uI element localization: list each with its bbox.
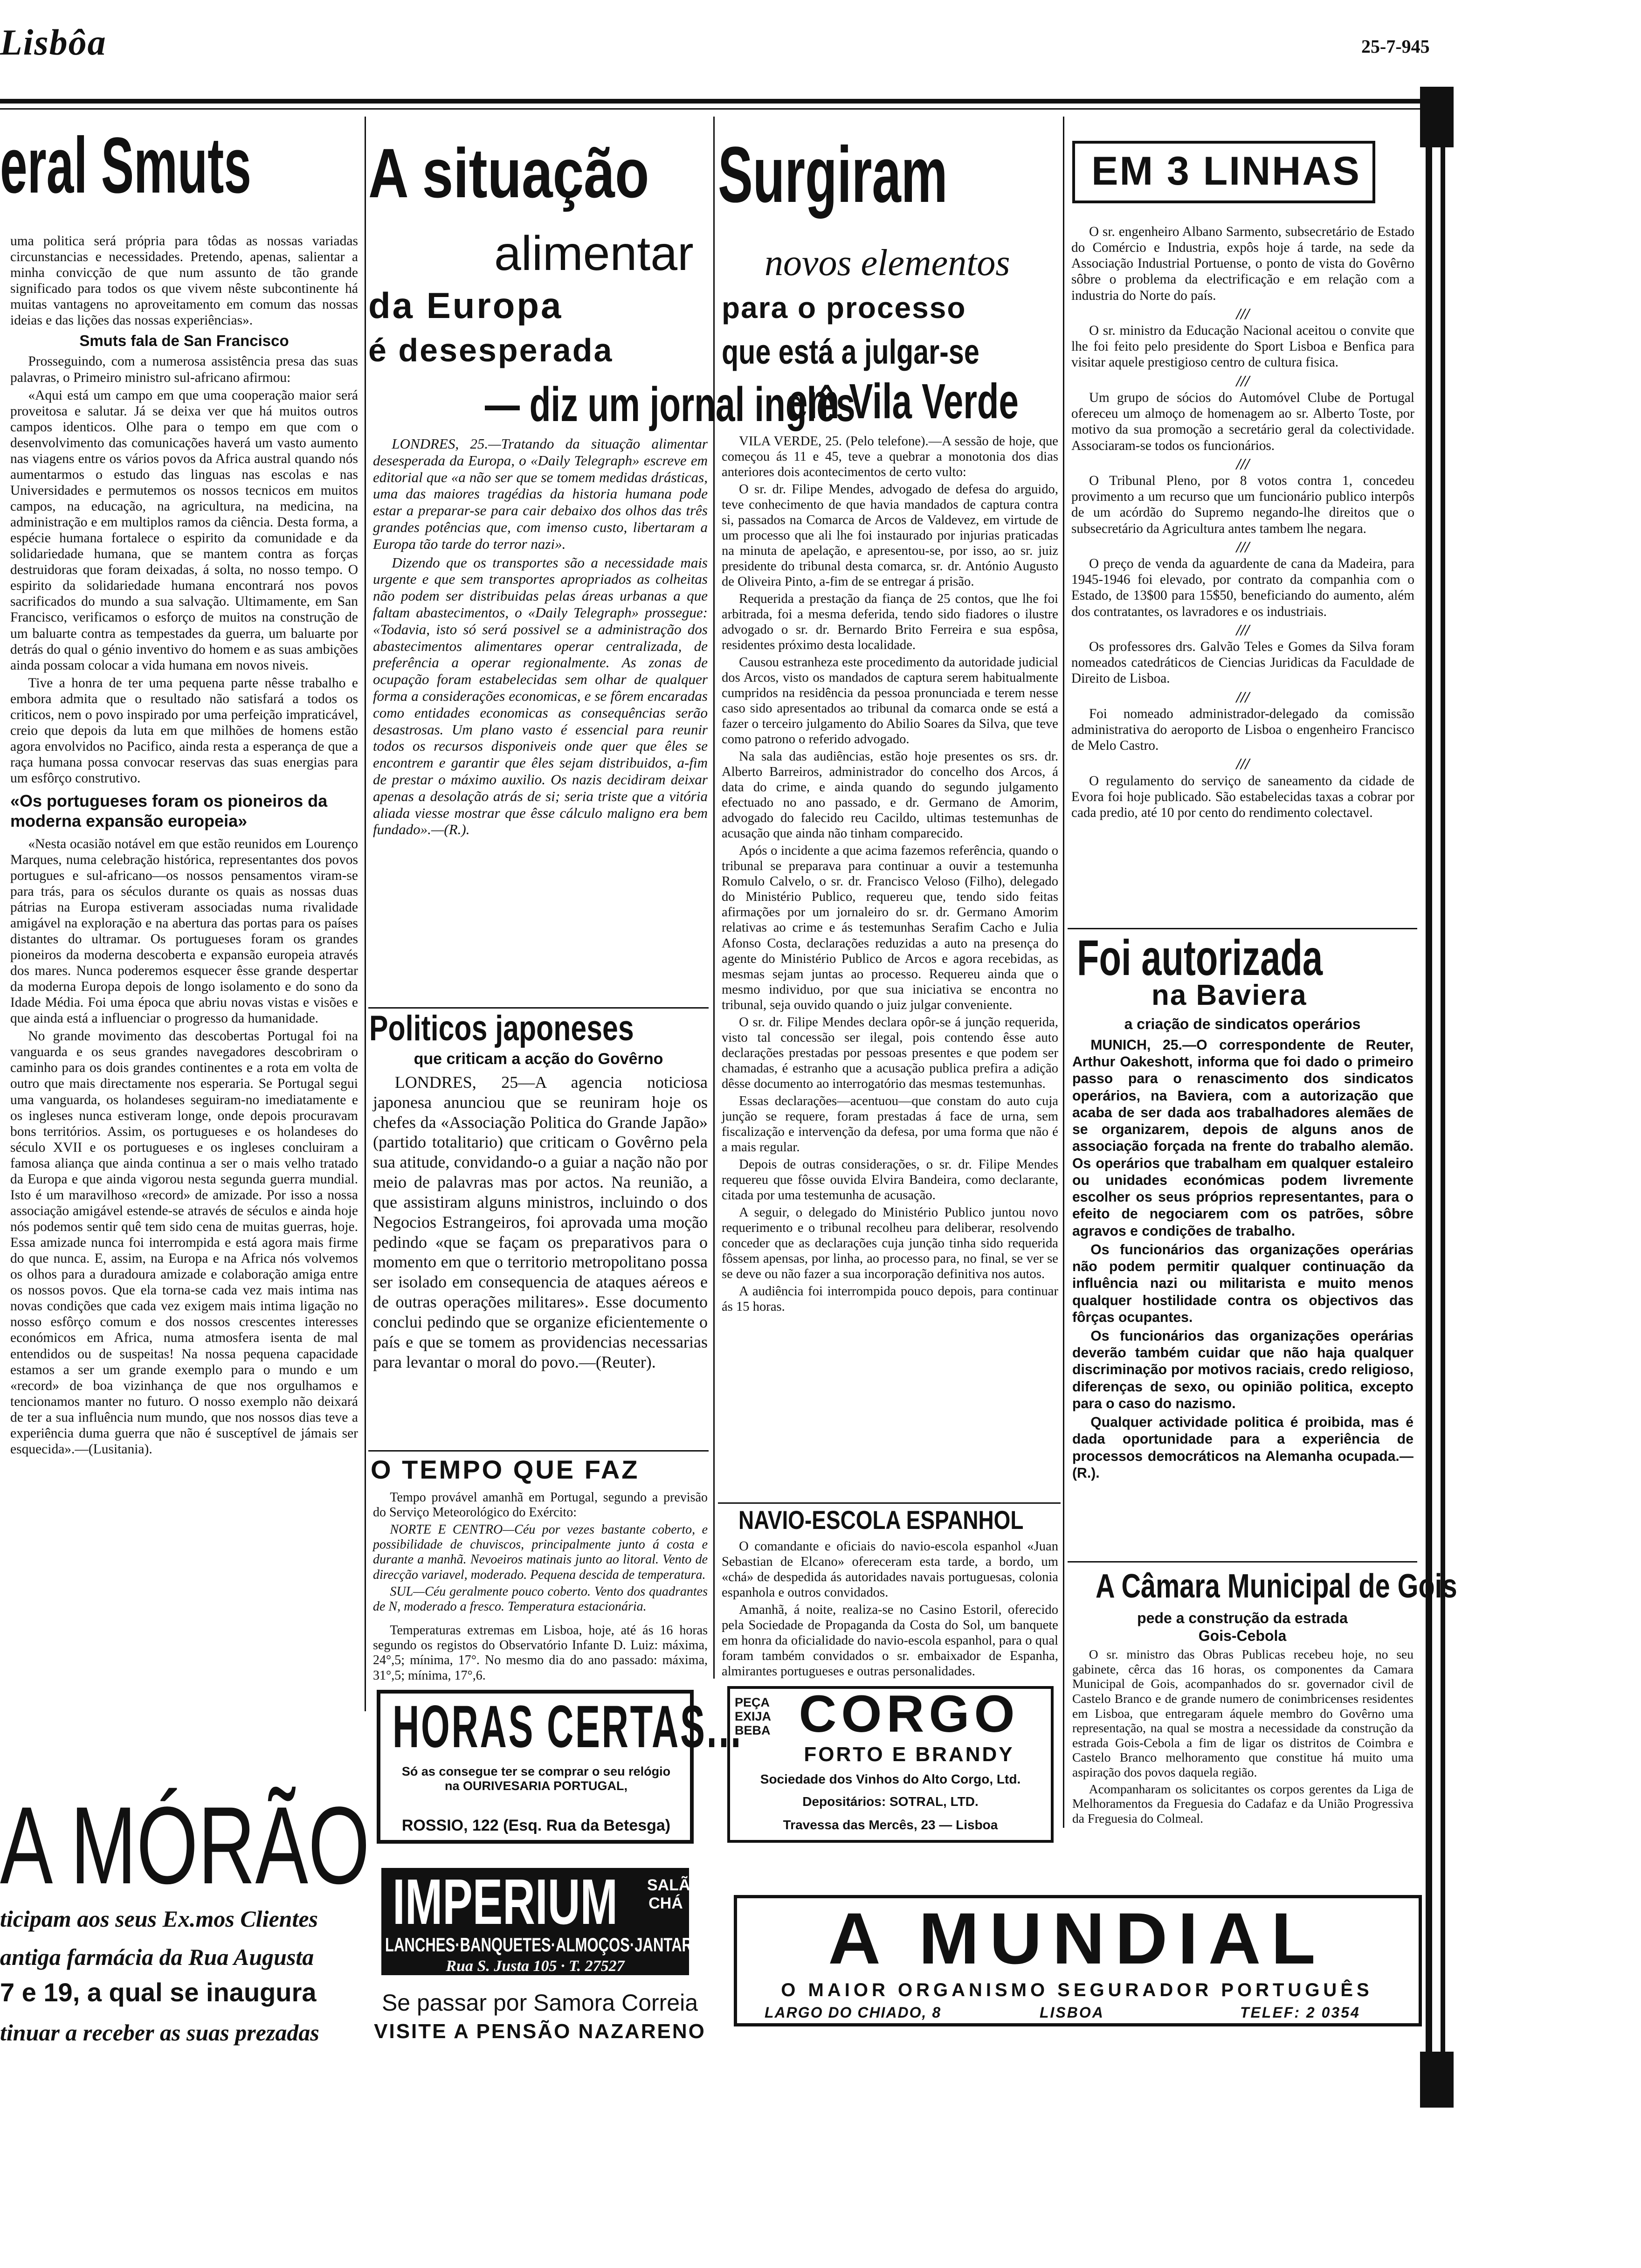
headline-tempo: O TEMPO QUE FAZ [371, 1455, 640, 1484]
headline-smuts: eral Smuts [0, 121, 251, 210]
separator: /// [1236, 538, 1250, 556]
paragraph: uma politica será própria para tôdas as nossas variadas circunstancias e necessidades. Pretendo, apenas, salientar a minha convicção de que num assunto de tão grande significado para todos os que vivem nêste subcontinente há muitas vantagens no aproveitamento em comum das nossas ideias e das lições das nossas experiências». [10, 234, 358, 328]
headline-situacao: A situação [368, 134, 649, 212]
headline-navio: NAVIO-ESCOLA ESPANHOL [738, 1505, 1024, 1535]
paragraph: SUL—Céu geralmente pouco coberto. Vento dos quadrantes de N, moderado a fresco. Temperatura estacionária. [373, 1584, 708, 1614]
column-rule [713, 117, 715, 1679]
ad-corgo-side-3: BEBA [735, 1723, 771, 1737]
brief-item: Um grupo de sócios do Automóvel Clube de Portugal ofereceu um almoço de homenagem ao sr. Alberto Toste, por motivo da sua promoção a secretário geral da colectividade. Associaram-se todos os funcionários. [1071, 390, 1414, 453]
paragraph: Requerida a prestação da fiança de 25 contos, que lhe foi arbitrada, foi a mesma deferida, tendo sido fiadores o ilustre advogado o sr. dr. Bernardo Brito Ferreira e sua espôsa, residentes próximo desta localidade. [722, 592, 1058, 653]
col4-briefs [1071, 224, 1414, 823]
ad-mundial-address: LARGO DO CHIADO, 8 [765, 2004, 942, 2021]
headline-politicos-japoneses: Politicos japoneses [369, 1009, 634, 1048]
paragraph: LONDRES, 25—A agencia noticiosa japonesa anunciou que se reuniram hoje os chefes da «Associação Politica do Grande Japão» (partido totalitario) que criticam o Govêrno pela sua atitude, convidando-o a guiar a nação não por meio de palavras mas por actos. Na reunião, a que assistiram alguns ministros, incluindo o dos Negocios Estrangeiros, foi aprovada uma moção pedindo «que se façam os preparativos para o momento em que o territorio metropolitano possa ser isolado em consequencia de ataques aéreos e de outras operações militares». Esse documento conclui pedindo que se organize eficientemente o país e que se tomem as providencias necessarias para levantar o moral do povo.—(Reuter). [373, 1073, 708, 1371]
separator: /// [1236, 688, 1250, 706]
headline-vila-verde: em Vila Verde [788, 374, 1019, 429]
weather-article [373, 1490, 708, 1685]
header-rule [0, 99, 1422, 104]
paragraph: NORTE E CENTRO—Céu por vezes bastante coberto, e possibilidade de chuviscos, principalmente junto á costa e durante a manhã. Nevoeiros matinais junto ao litoral. Vento de direcção variavel, moderado. Pequena descida de temperatura. [373, 1522, 708, 1582]
masthead: Lisbôa [0, 22, 107, 62]
navio-article [722, 1539, 1058, 1681]
brief-item: Os professores drs. Galvão Teles e Gomes da Silva foram nomeados catedráticos de Ciencias Juridicas da Faculdade de Direito de Lisboa. [1071, 639, 1414, 686]
ad-corgo-name: CORGO [799, 1685, 1020, 1743]
brief-item: Foi nomeado administrador-delegado da comissão administrativa do aeroporto de Lisboa o engenheiro Francisco de Melo Castro. [1071, 706, 1414, 754]
separator: /// [1236, 755, 1250, 773]
margin-block [1420, 87, 1454, 147]
japan-article [373, 1072, 708, 1374]
ad-corgo-side-1: PEÇA [735, 1695, 770, 1709]
ad-corgo-address: Travessa das Mercês, 23 — Lisboa [783, 1818, 998, 1832]
paragraph: «Aqui está um campo em que uma cooperação maior será proveitosa e salutar. Já se deixa ver que há muitos outros campos identicos. Olhe para o tempo em que com o desenvolvimento das comunicações haverá um vasto aumento nas viagens entre os vários povos da Africa austral quando nós aumentarmos o estudo das linguas nas escolas e nas Universidades e permutemos os nossos tecnicos em muitos campos, na educação, na agricultura, na medicina, na administração e em multiplos ramos da ciência. Desta forma, a espécie humana fortalece o espirito da comunidade e da solidariedade humana, que se mantem contra as forças destruidoras que foram deixadas, á solta, no nosso tempo. O espirito da solidariedade humana encontrará nos povos sacrificados do mundo a sua salvação. Ultimamente, em San Francisco, verificamos o esforço de muitos na construção de um baluarte contra as tempestades da guerra, um baluarte por detrás do qual o génio inventivo do homem e as suas ambições ainda possam colocar a vida humana em novos niveis. [10, 387, 358, 673]
paragraph: Os funcionários das organizações operárias deverão também cuidar que não haja qualquer discriminação por motivos raciais, credo religioso, diferenças de sexo, ou opinião politica, excepto para o caso do nazismo. [1072, 1328, 1413, 1411]
margin-line [1441, 147, 1445, 2106]
headline-surgiram: Surgiram [718, 131, 948, 219]
paragraph: O sr. ministro das Obras Publicas recebeu hoje, no seu gabinete, cêrca das 16 horas, os componentes da Camara Municipal de Gois, acompanhados do sr. governador civil de Castelo Branco e de grande numero de conimbricenses residentes em Lisboa, que entregaram áquele membro do Govêrno uma representação, na qual se mostra a necessidade da construção da estrada Gois-Cebola a fim de ligar os distritos de Coimbra e Castelo Branco melhoramento que constitue há muito uma aspiração dos povos daquela região. [1072, 1647, 1413, 1779]
section-rule [368, 1450, 709, 1452]
ad-horas-line1: Só as consegue ter se comprar o seu relógio na OURIVESARIA PORTUGAL, [401, 1764, 671, 1793]
ad-imperium-address: Rua S. Justa 105 · T. 27527 [446, 1957, 625, 1975]
brief-item: O sr. engenheiro Albano Sarmento, subsecretário de Estado do Comércio e Industria, expôs hoje á tarde, na sede da Associação Industrial Portuense, o ponto de vista do Govêrno sôbre o problema da electrificação e em relação com a industria do Norte do país. [1071, 224, 1414, 303]
ad-corgo-product: FORTO E BRANDY [804, 1743, 1014, 1766]
separator: /// [1236, 455, 1250, 473]
paragraph: O sr. dr. Filipe Mendes, advogado de defesa do arguido, teve conhecimento de que havia mandados de captura contra si, passados na Comarca de Arcos de Valdevez, em virtude de um processo que ali lhe foi instaurado por injurias praticadas na minuta de apelação, e apresentou-se, por isso, ao sr. juiz presidente do tribunal desta comarca, sr. dr. António Augusto de Oliveira Pinto, a-fim de se entregar á prisão. [722, 482, 1058, 589]
paragraph: O comandante e oficiais do navio-escola espanhol «Juan Sebastian de Elcano» ofereceram esta tarde, a bordo, um «chá» de despedida ás autoridades navais portuguesas, colonia espanhola e outros convidados. [722, 1539, 1058, 1600]
headline-processo: para o processo [722, 291, 966, 325]
headline-camara-gois: A Câmara Municipal de Gois [1096, 1568, 1457, 1605]
brief-item: O regulamento do serviço de saneamento da cidade de Evora foi hoje publicado. São estabelecidas taxas a cobrar por cada predio, até 10 por cento do rendimento colectavel. [1071, 773, 1414, 821]
headline-novos-elementos: novos elementos [765, 242, 1010, 284]
paragraph: Prosseguindo, com a numerosa assistência presa das suas palavras, o Primeiro ministro sul-africano afirmou: [10, 354, 358, 385]
subhead-sindicatos: a criação de sindicatos operários [1124, 1016, 1361, 1032]
col3-article [722, 434, 1058, 1316]
paragraph: A audiência foi interrompida pouco depois, para continuar ás 15 horas. [722, 1284, 1058, 1314]
column-rule [365, 117, 366, 1711]
separator: /// [1236, 621, 1250, 639]
headline-baviera: na Baviera [1151, 979, 1307, 1011]
ad-horas-line2: ROSSIO, 122 (Esq. Rua da Betesga) [401, 1817, 671, 1834]
ad-mundial-tagline: O MAIOR ORGANISMO SEGURADOR PORTUGUÊS [781, 1980, 1373, 2000]
headline-jornal-ingles: — diz um jornal inglês [485, 378, 855, 432]
ad-imperium-name: IMPERIUM [393, 1866, 618, 1938]
ad-imperium-tag: SALÃO CHÁ [647, 1876, 703, 1913]
gois-article [1072, 1647, 1413, 1828]
ad-morao-line3: 7 e 19, a qual se inaugura [0, 1978, 317, 2007]
headline-alimentar: alimentar [494, 227, 694, 281]
headline-julgar: que está a julgar-se [722, 332, 979, 371]
paragraph: «Nesta ocasião notável em que estão reunidos em Lourenço Marques, numa celebração histórica, representantes dos povos portugues e sul-africano—os nossos pensamentos viram-se para trás, para os séculos durante os quais as nossas duas pátrias na Europa estiveram associadas numa rivalidade amigável na exploração e na abertura das portas para os países distantes do ultramar. Os portugueses foram os grandes pioneiros da moderna descoberta e expansão europeia através dos mares. Nunca poderemos esquecer êsse grande despertar da moderna Europa depois de longo isolamento e do sono da Idade Média. Foi uma época que abriu novas vistas e visões e que ainda está a influenciar o progresso da humanidade. [10, 836, 358, 1026]
paragraph: Causou estranheza este procedimento da autoridade judicial dos Arcos, visto os mandados de captura serem habitualmente cumpridos na residência da pessoa pronunciada e terem nesse caso sido apresentados ao tribunal da comarca onde se está a fazer o terceiro julgamento do Abilio Soares da Silva, que teve como patrono o referido advogado. [722, 655, 1058, 747]
paragraph: Qualquer actividade politica é proibida, mas é dada oportunidade para a experiência de processos democráticos na Alemanha ocupada.—(R.). [1072, 1415, 1413, 1481]
brief-item: O sr. ministro da Educação Nacional aceitou o convite que lhe foi feito pelo presidente do Sport Lisboa e Benfica para visitar aquele prestigioso centro de cultura fisica. [1071, 323, 1414, 370]
paragraph: Temperaturas extremas em Lisboa, hoje, até ás 16 horas segundo os registos do Observatório Infante D. Luiz: máxima, 24°,5; mínima, 17°. No mesmo dia do ano passado: máxima, 31°,5; mínima, 17°,6. [373, 1623, 708, 1683]
header-rule-thin [0, 108, 1422, 110]
paragraph: Tive a honra de ter uma pequena parte nêsse trabalho e embora admita que o resultado não satisfará a todos os criticos, nem o povo inspirado por uma perfeição impraticável, creio que depois da luta em que milhões de homens estão agora envolvidos no Pacifico, ainda resta a esperança de que a raça humana possa convocar reservas das suas energias para um esfôrço construtivo. [10, 675, 358, 786]
ad-morao-name: A MÓRÃO [0, 1784, 370, 1907]
col2-article [373, 436, 708, 840]
margin-line [1426, 147, 1432, 2106]
paragraph: Os funcionários das organizações operárias não podem permitir qualquer continuação da influência nazi ou militarista e muito menos qualquer hostilidade contra os objectivos das fôrças ocupantes. [1072, 1242, 1413, 1325]
paragraph: Essas declarações—acentuou—que constam do auto cuja junção se requere, foram prestadas á face de urna, sem fiscalização e intervenção da defesa, por uma forma que não é a mais regular. [722, 1093, 1058, 1155]
headline-em-3-linhas: EM 3 LINHAS [1091, 149, 1361, 194]
subhead-gois-1: pede a construção da estrada [1137, 1610, 1348, 1626]
headline-foi-autorizada: Foi autorizada [1077, 929, 1323, 986]
section-rule [718, 1502, 1061, 1504]
ad-morao-line4: tinuar a receber as suas prezadas [0, 2019, 319, 2046]
paragraph: Na sala das audiências, estão hoje presentes os srs. dr. Alberto Barreiros, administrador do concelho dos Arcos, á data do crime, e ainda quando do segundo julgamento efectuado no ano passado, e dr. Germano de Amorim, advogado do falecido reu Cacildo, ultimas testemunhas de acusação que ainda não tinham comparecido. [722, 749, 1058, 841]
paragraph: Depois de outras considerações, o sr. dr. Filipe Mendes requereu que fôsse ouvida Elvira Bandeira, como declarante, citada por uma testemunha de acusação. [722, 1157, 1058, 1203]
headline-desesperada: é desesperada [368, 332, 614, 368]
paragraph: A seguir, o delegado do Ministério Publico juntou novo requerimento e o tribunal recolheu para deliberar, resolvendo conceder que as declarações cuja junção tinha sido requerida fôssem apensas, por linha, ao processo para, no final, se ver se se deve ou não fazer a sua incorporação definitiva nos autos. [722, 1205, 1058, 1281]
paragraph: No grande movimento das descobertas Portugal foi na vanguarda e os seus grandes navegadores descobriram o caminho para os dois grandes continentes e a rota em volta de outro que mais directamente nos esperaria. Se Portugal segui uma vanguarda, os holandeses seguiram-no imediatamente e os ingleses nunca estiveram longe, onde depois procuravam bons territórios. Assim, os portugueses e os holandeses do século XVII e os portugueses e os ingleses concluiram a famosa aliança que ainda continua a ser o mais velho tratado da Europa e que ainda vigorou nesta segunda guerra mundial. Isto é um maravilhoso «record» de amizade. Por isso a nossa associação amigável estende-se através de séculos e ainda hoje nós podemos sentir quê tem sido cena de muitas guerras, hoje. Essa amizade nunca foi interrompida e está agora mais firme do que nunca. E, assim, na Europa e na Africa nós volvemos os olhos para a duradoura amizade e colaboração amiga entre os nossos povos. Que ela torna-se cada vez mais intima nas novas condições que cada vez exigem mais intima ligação no nosso esfôrço comum e dos nossos crescentes interesses económicos em Africa, numa atmosfera isenta de mal entendidos ou de suspeitas! Na nossa pequena capacidade estamos a ser um grande exemplo para o mundo e um «record» de boa vizinhança de que nos orgulhamos e tencionamos manter no futuro. O nosso exemplo não deixará de ter a sua influência num mundo, que nos nossos dias teve a experiência duma guerra que não é susceptível de jámais ser esquecida».—(Lusitania). [10, 1029, 358, 1457]
brief-item: O preço de venda da aguardente de cana da Madeira, para 1945-1946 foi elevado, por contrato da companhia com o Estado, de 13$00 para 15$50, beneficiando do aumento, além dos contratantes, os lavradores e os industriais. [1071, 556, 1414, 619]
separator: /// [1236, 372, 1250, 390]
ad-pensao-line1: Se passar por Samora Correia [381, 1990, 698, 2016]
paragraph: Acompanharam os solicitantes os corpos gerentes da Liga de Melhoramentos da Freguesia do Cadafaz e da União Progressiva da Freguesia do Colmeal. [1072, 1781, 1413, 1825]
subhead-san-francisco: Smuts fala de San Francisco [79, 332, 289, 350]
paragraph: Dizendo que os transportes são a necessidade mais urgente e que sem transportes apropriados as colheitas não podem ser distribuidas pelas áreas urbanas a que faltam abastecimentos, o «Daily Telegraph» prossegue: «Todavia, isto só será possivel se a administração dos abastecimentos alimentares operar centralizada, de preferência a operar regionalmente. As zonas de ocupação foram estabelecidas sem olhar de qualquer forma a considerações economicas, e se fôrem encaradas como entidades economicas as consequências serão desastrosas. Um plano vasto é essencial para reunir todos os recursos disponiveis onde quer que êles se encontrem e garantir que êles sejam distribuidos, a-fim de prestar o máximo auxilio. Os nazis decidiram deixar apenas a desolação atrás de si; seria triste que a vitória aliada viesse mostrar que êsse cálculo maligno era bem fundado».—(R.). [373, 554, 708, 838]
column-rule [1063, 117, 1064, 1828]
subhead-pioneiros: «Os portugueses foram os pioneiros da moderna expansão europeia» [10, 791, 328, 831]
issue-date: 25-7-945 [1361, 36, 1430, 57]
ad-corgo-depositarios: Depositários: SOTRAL, LTD. [802, 1794, 979, 1809]
paragraph: LONDRES, 25.—Tratando da situação alimentar desesperada da Europa, o «Daily Telegraph» escreve em editorial que «a não ser que se tomem medidas drásticas, uma das maiores tragédias da historia humana pode estar a preparar-se para cair debaixo dos olhos das três grandes potências que, com imenso custo, libertaram a Europa tão tarde do terror nazi». [373, 436, 708, 552]
paragraph: Tempo provável amanhã em Portugal, segundo a previsão do Serviço Meteorológico do Exército: [373, 1490, 708, 1520]
subhead-japan: que criticam a acção do Govêrno [414, 1050, 663, 1068]
baviera-article [1072, 1037, 1413, 1484]
ad-mundial-phone: TELEF: 2 0354 [1240, 2004, 1360, 2021]
headline-europa: da Europa [368, 285, 563, 326]
brief-item: O Tribunal Pleno, por 8 votos contra 1, concedeu provimento a um recurso que um funcionário publico interpôs de um acórdão do Supremo negando-lhe direitos que o subsecretário da Agricultura antes tambem lhe negara. [1071, 473, 1414, 536]
paragraph: VILA VERDE, 25. (Pelo telefone).—A sessão de hoje, que começou ás 11 e 45, teve a quebrar a monotonia dos dias anteriores dois acontecimentos de certo vulto: [722, 434, 1058, 480]
paragraph: O sr. dr. Filipe Mendes declara opôr-se á junção requerida, visto tal concessão ser ilegal, pois contendo êsse auto declarações prestadas por pessoas presentes e que podem ser chamadas, é estranho que a acusação publica prefira a adição dêsse documento ao interrogatório das mesmas testemunhas. [722, 1015, 1058, 1091]
ad-imperium-services: LANCHES·BANQUETES·ALMOÇOS·JANTARES [385, 1934, 712, 1956]
paragraph: Após o incidente a que acima fazemos referência, quando o tribunal se preparava para continuar a ouvir a testemunha Romulo Calvelo, o sr. dr. Francisco Veloso (Filho), delegado do Ministério Publico, requereu que, tendo sido feitas afirmações por um jornaleiro do sr. dr. Germano Amorim relativas ao crime e ás testemunhas Serafim Cacho e Julia Afonso Costa, declarações reduzidas a auto na presença do agente do Ministério Publico de Arcos e agora recebidas, as mesmas sejam juntas ao processo. Requereu ainda que o mesmo individuo, por que sua iniciativa se encontra no tribunal, seja ouvido quando o juiz julgar conveniente. [722, 844, 1058, 1012]
ad-pensao-line2: VISITE A PENSÃO NAZARENO [374, 2020, 706, 2043]
margin-block [1420, 2052, 1454, 2108]
ad-corgo-side-2: EXIJA [735, 1709, 772, 1723]
ad-mundial-name: A MUNDIAL [828, 1898, 1326, 1979]
section-rule [1068, 1561, 1417, 1563]
subhead-gois-2: Gois-Cebola [1198, 1627, 1287, 1644]
ad-corgo-company: Sociedade dos Vinhos do Alto Corgo, Ltd. [760, 1772, 1021, 1786]
ad-morao-line2: antiga farmácia da Rua Augusta [0, 1944, 314, 1970]
ad-horas-title: HORAS CERTAS... [393, 1694, 743, 1760]
ad-mundial-city: LISBOA [1040, 2004, 1104, 2021]
ad-morao-line1: ticipam aos seus Ex.mos Clientes [0, 1906, 318, 1932]
separator: /// [1236, 305, 1250, 323]
paragraph: Amanhã, á noite, realiza-se no Casino Estoril, oferecido pela Sociedade de Propaganda da Costa do Sol, um banquete em honra da oficialidade do navio-escola espanhol, para o qual foram também convidados o sr. embaixador de Espanha, almirantes portugueses e outras personalidades. [722, 1603, 1058, 1679]
col1-article [10, 233, 358, 1459]
paragraph: MUNICH, 25.—O correspondente de Reuter, Arthur Oakeshott, informa que foi dado o primeiro passo para o renascimento dos sindicatos operários, na Baviera, com a autorização que acaba de ser dada aos trabalhadores alemães de se organizarem, depois de alguns anos de associação forçada na frente do trabalho alemão. Os operários que trabalham em qualquer estaleiro ou unidades económicas podem livremente escolher os seus próprios representantes, para o efeito de negociarem com os patrões, sôbre agravos e condições de trabalho. [1072, 1037, 1413, 1239]
